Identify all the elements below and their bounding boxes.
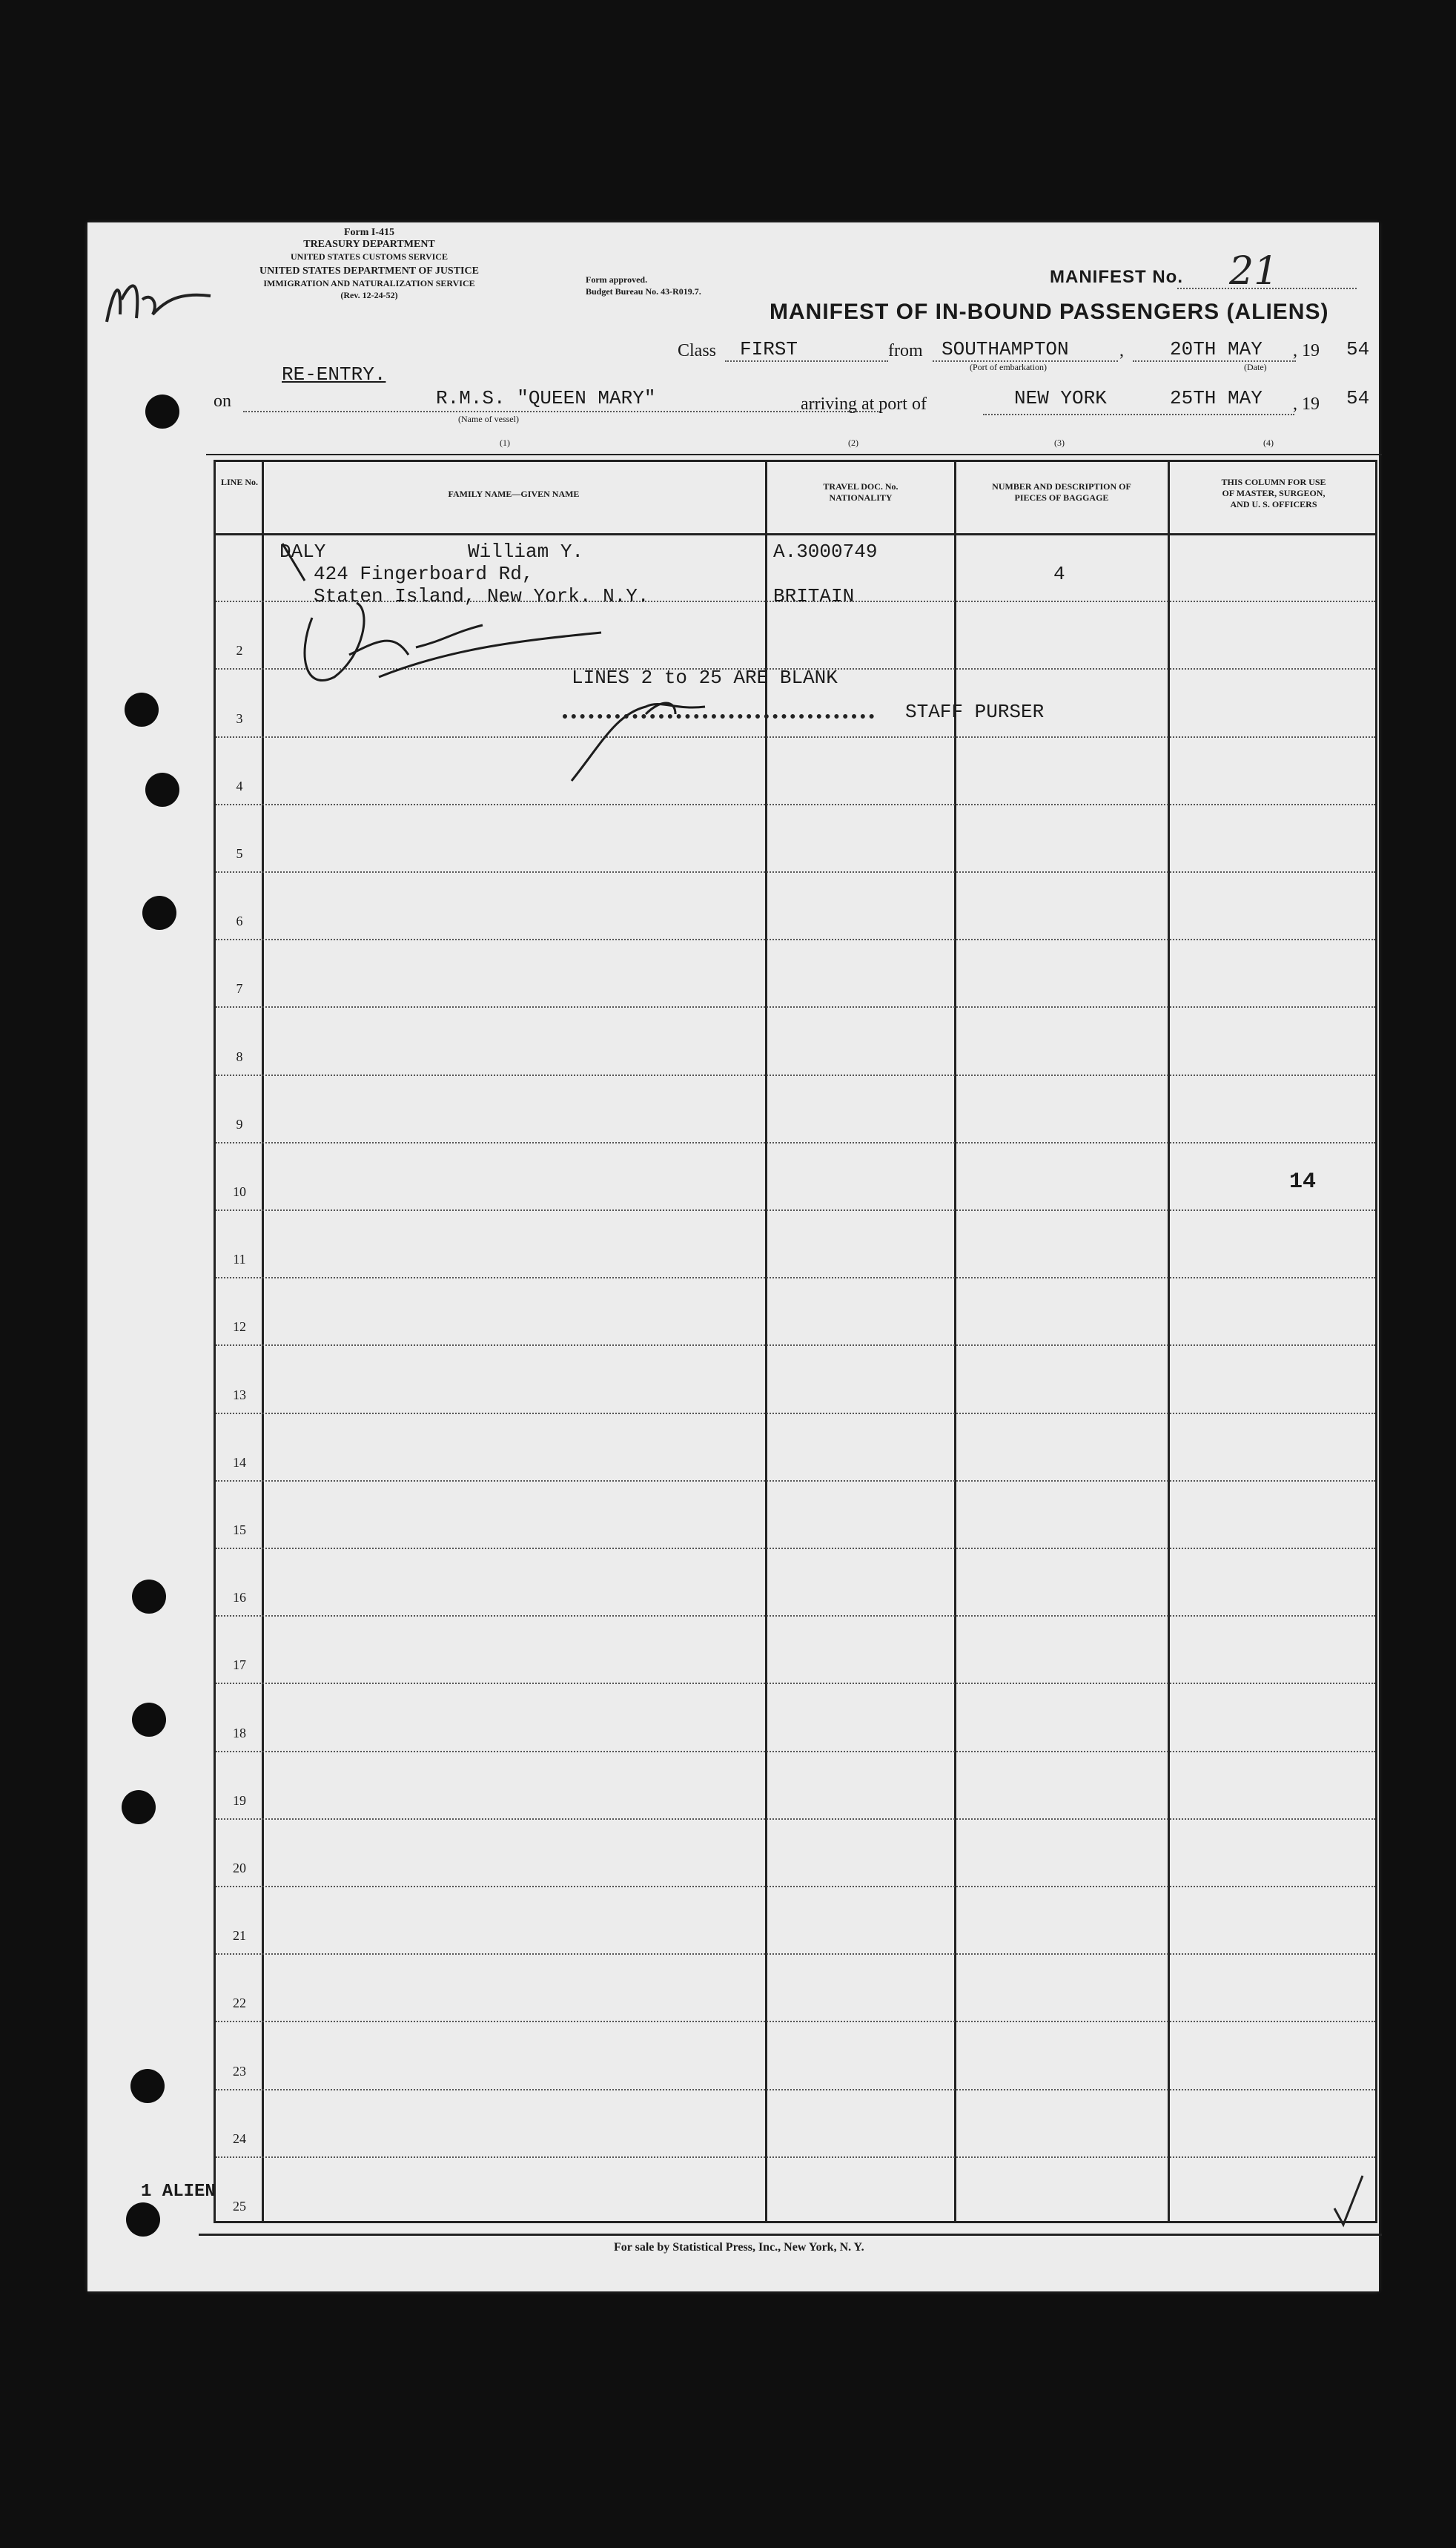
treasury-dept: TREASURY DEPARTMENT — [303, 239, 435, 250]
row-number: 6 — [236, 914, 243, 929]
form-approved: Form approved. — [586, 274, 648, 285]
col-divider — [1168, 462, 1170, 2221]
row-number: 22 — [233, 1996, 246, 2011]
header-travel-doc-text: TRAVEL DOC. No. — [823, 481, 899, 492]
punch-hole — [132, 1580, 166, 1614]
punch-hole — [122, 1790, 156, 1824]
table-row — [216, 2156, 1375, 2158]
from-label: from — [888, 341, 923, 360]
col-divider — [765, 462, 767, 2221]
row-number: 19 — [233, 1792, 246, 1808]
table-row — [216, 1615, 1375, 1617]
arrival-year-prefix-value: 19 — [1302, 395, 1320, 414]
staff-purser: STAFF PURSER — [905, 701, 1045, 723]
table-row — [216, 939, 1375, 940]
row-number: 4 — [236, 778, 243, 793]
punch-hole — [125, 693, 159, 727]
table-row — [216, 1953, 1375, 1955]
row-number: 13 — [233, 1387, 246, 1402]
table-top-rule — [206, 454, 1382, 455]
row-number: 7 — [236, 981, 243, 997]
header-baggage-text-1: NUMBER AND DESCRIPTION OF — [992, 481, 1131, 492]
table-row — [216, 1344, 1375, 1346]
arriving-label: arriving at port of — [801, 395, 927, 414]
table-row — [216, 1142, 1375, 1143]
punch-hole — [132, 1703, 166, 1737]
class-label: Class — [678, 341, 717, 360]
row-number: 24 — [233, 2131, 246, 2146]
header-official-text-2: OF MASTER, SURGEON, — [1222, 488, 1326, 498]
row-number: 18 — [233, 1725, 246, 1740]
handwritten-signature — [260, 529, 720, 811]
justice-dept: UNITED STATES DEPARTMENT OF JUSTICE — [259, 265, 479, 277]
punch-hole — [130, 2069, 165, 2103]
form-number: Form I-415 — [343, 227, 395, 238]
vessel-line — [243, 411, 881, 412]
port-of-embarkation: SOUTHAMPTON — [942, 338, 1069, 360]
alien-count: 1 ALIEN — [141, 2182, 216, 2202]
arrival-year: 54 — [1346, 387, 1370, 409]
header-official — [1170, 477, 1377, 510]
manifest-label: MANIFEST No. — [1050, 267, 1183, 287]
table-row — [216, 1075, 1375, 1076]
revision-date: (Rev. 12-24-52) — [340, 290, 398, 300]
official-mark: 14 — [1289, 1169, 1317, 1195]
row-number: 11 — [233, 1252, 246, 1267]
vessel-name: R.M.S. "QUEEN MARY" — [436, 387, 656, 409]
table-row — [216, 1548, 1375, 1549]
table-row — [216, 1818, 1375, 1820]
comma: , — [1119, 341, 1124, 360]
reentry-note: RE-ENTRY. — [282, 363, 386, 386]
table-row — [216, 2089, 1375, 2090]
header-name-text: FAMILY NAME—GIVEN NAME — [448, 489, 580, 499]
printer-credit: For sale by Statistical Press, Inc., New York, N. Y. — [614, 2241, 864, 2254]
punch-hole — [126, 2202, 160, 2237]
table-row — [216, 1277, 1375, 1278]
header-nationality-text: NATIONALITY — [829, 492, 893, 503]
arrival-date: 25TH MAY — [1170, 387, 1263, 409]
immigration-service: IMMIGRATION AND NATURALIZATION SERVICE — [263, 278, 475, 288]
table-row — [216, 2021, 1375, 2022]
arrival-year-prefix: , 19 — [1293, 395, 1320, 414]
nationality: BRITAIN — [773, 585, 855, 607]
table-row — [216, 1413, 1375, 1414]
punch-hole — [145, 395, 179, 429]
baggage-count: 4 — [1053, 563, 1065, 585]
year-prefix-value: 19 — [1302, 341, 1320, 360]
row-number: 20 — [233, 1861, 246, 1875]
arrival-line — [983, 414, 1294, 415]
col-ref-2: (2) — [848, 438, 858, 448]
class-line — [725, 360, 888, 362]
on-label: on — [214, 392, 231, 411]
budget-bureau: Budget Bureau No. 43-R019.7. — [586, 286, 701, 297]
customs-service: UNITED STATES CUSTOMS SERVICE — [291, 251, 448, 262]
row-number: 10 — [233, 1184, 246, 1199]
passenger-address-2: Staten Island, New York. N.Y. — [314, 585, 649, 607]
vessel-caption: (Name of vessel) — [458, 414, 519, 424]
scribble-mark — [99, 270, 225, 337]
arrival-port: NEW YORK — [1014, 387, 1107, 409]
header-line-no-text: LINE No. — [220, 477, 258, 487]
punch-hole — [142, 896, 176, 930]
passenger-address-1: 424 Fingerboard Rd, — [314, 563, 534, 585]
header-line-no — [217, 477, 262, 488]
col-divider — [954, 462, 956, 2221]
table-row — [216, 1006, 1375, 1008]
header-official-text-1: THIS COLUMN FOR USE — [1221, 477, 1326, 487]
manifest-sheet — [87, 222, 1379, 2291]
date-line — [1133, 360, 1296, 362]
table-row — [216, 871, 1375, 873]
table-row — [216, 1886, 1375, 1887]
table-row — [216, 1683, 1375, 1684]
manifest-title: MANIFEST OF IN-BOUND PASSENGERS (ALIENS) — [770, 300, 1329, 324]
year-prefix: , 19 — [1293, 341, 1320, 360]
row-number: 5 — [236, 846, 243, 861]
header-travel-doc — [767, 481, 954, 504]
header-baggage-text-2: PIECES OF BAGGAGE — [1014, 492, 1109, 503]
class-value: FIRST — [740, 338, 798, 360]
port-caption: (Port of embarkation) — [970, 362, 1047, 372]
manifest-number: 21 — [1229, 249, 1279, 294]
row-number: 23 — [233, 2063, 246, 2079]
table-row — [216, 1480, 1375, 1482]
row-number: 16 — [233, 1590, 246, 1605]
passenger-given-name: William Y. — [468, 541, 584, 563]
col-ref-4: (4) — [1263, 438, 1274, 448]
table-row — [216, 1751, 1375, 1752]
row-number: 12 — [233, 1319, 246, 1335]
header-official-text-3: AND U. S. OFFICERS — [1230, 499, 1317, 509]
row-number: 15 — [233, 1522, 246, 1537]
col-ref-3: (3) — [1054, 438, 1065, 448]
table-row — [216, 1209, 1375, 1211]
row-number: 2 — [236, 643, 243, 659]
header-baggage — [956, 481, 1167, 504]
row-number: 14 — [233, 1454, 246, 1470]
passenger-table — [214, 460, 1377, 2223]
embark-date: 20TH MAY — [1170, 338, 1263, 360]
row-number: 9 — [236, 1116, 243, 1132]
row-number: 21 — [233, 1928, 246, 1944]
header-name — [263, 489, 764, 500]
passenger-family-name: DALY — [279, 541, 326, 563]
check-mark — [1330, 2171, 1367, 2231]
col-ref-1: (1) — [500, 438, 510, 448]
bottom-rule — [199, 2234, 1382, 2236]
row-number: 8 — [236, 1049, 243, 1064]
blank-lines-note: LINES 2 to 25 ARE BLANK — [572, 667, 838, 689]
date-caption: (Date) — [1244, 362, 1267, 372]
embark-year: 54 — [1346, 338, 1370, 360]
row-number: 25 — [233, 2199, 246, 2214]
travel-doc-number: A.3000749 — [773, 541, 878, 563]
punch-hole — [145, 773, 179, 807]
row-number: 17 — [233, 1657, 246, 1673]
row-number: 3 — [236, 710, 243, 726]
